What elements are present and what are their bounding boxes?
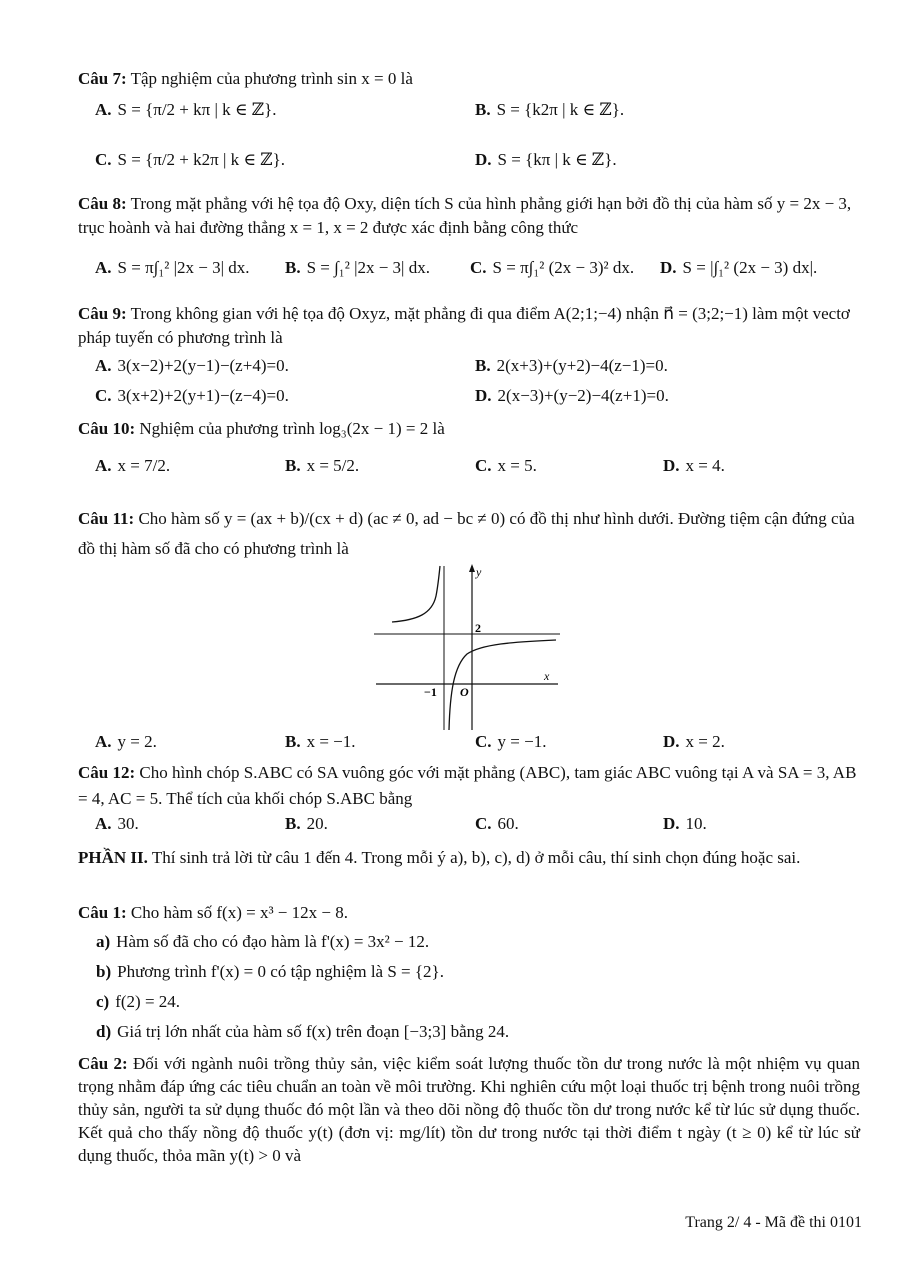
option-label: B. (285, 732, 301, 751)
question-12 (78, 760, 860, 812)
option-label: A. (95, 258, 112, 277)
question-11-text: Cho hàm số y = (ax + b)/(cx + d) (ac ≠ 0, ad − bc ≠ 0) có đồ thị như hình dưới. Đường tiệm cận đứng của đồ thị hàm số đã cho có phương trình là (78, 509, 855, 558)
question-11-title: Câu 11: (78, 509, 135, 528)
statement-label: a) (96, 932, 111, 951)
question-12-options (95, 814, 860, 842)
option-label: C. (475, 456, 492, 475)
y-axis-arrow (469, 564, 475, 572)
option-label: B. (475, 100, 491, 119)
question-8-option-c: S = π∫₁² (2x − 3)² dx. (492, 258, 635, 277)
question-9-title: Câu 9: (78, 304, 127, 323)
option-label: A. (95, 100, 112, 119)
statement-label: d) (96, 1022, 112, 1041)
question-10-title: Câu 10: (78, 419, 136, 438)
question-11 (78, 504, 860, 564)
statement-b (96, 962, 860, 982)
question-10-option-c: x = 5. (497, 456, 537, 475)
tick-label-2: 2 (475, 621, 481, 635)
statement-text: f(2) = 24. (115, 992, 181, 1011)
question-7-option-b: S = {k2π | k ∈ ℤ}. (496, 100, 625, 119)
question-8-text: Trong mặt phẳng với hệ tọa độ Oxy, diện tích S của hình phẳng giới hạn bởi đồ thị của hàm số y = 2x − 3, trục hoành và hai đường thẳng x = 1, x = 2 được xác định bằng công thức (78, 194, 852, 237)
option-label: C. (475, 814, 492, 833)
question-10-option-a: x = 7/2. (117, 456, 171, 475)
question-11-option-c: y = −1. (497, 732, 547, 751)
question-7-title: Câu 7: (78, 69, 127, 88)
question-7-option-a: S = {π/2 + kπ | k ∈ ℤ}. (117, 100, 277, 119)
statement-text: Phương trình f'(x) = 0 có tập nghiệm là S = {2}. (117, 962, 444, 981)
y-axis-label: y (476, 565, 482, 579)
part-2-question-2 (78, 1052, 860, 1167)
question-12-option-c: 60. (497, 814, 519, 833)
part-2-title: PHẦN II. (78, 848, 148, 867)
option-label: C. (475, 732, 492, 751)
statement-text: Giá trị lớn nhất của hàm số f(x) trên đoạn [−3;3] bằng 24. (117, 1022, 510, 1041)
question-7-options-row-1 (95, 100, 860, 128)
part-2-question-1 (78, 902, 860, 924)
part-2-intro (78, 846, 860, 870)
question-11-option-a: y = 2. (117, 732, 157, 751)
question-9-text: Trong không gian với hệ tọa độ Oxyz, mặt phẳng đi qua điểm A(2;1;−4) nhận n⃗ = (3;2;−1) làm một vectơ pháp tuyến có phương trình là (78, 304, 850, 347)
option-label: D. (663, 456, 680, 475)
part-2-question-2-text: Đối với ngành nuôi trồng thủy sản, việc kiểm soát lượng thuốc tồn dư trong nước là một nhiệm vụ quan trọng nhằm đáp ứng các tiêu chuẩn an toàn về môi trường. Khi nghiên cứu một loại thuốc trị bệnh trong nuôi trồng thủy sản, người ta sử dụng thuốc đó một lần và theo dõi nồng độ thuốc tồn dư trong nước kể từ lúc sử dụng thuốc. Kết quả cho thấy nồng độ thuốc y(t) (đơn vị: mg/lít) tồn dư trong nước tại thời điểm t ngày (t ≥ 0) kể từ lúc sử dụng thuốc, thỏa mãn y(t) > 0 và (78, 1054, 860, 1165)
statement-d (96, 1022, 860, 1042)
tick-label-minus-1: −1 (424, 685, 437, 699)
option-label: D. (663, 814, 680, 833)
question-8-options (95, 258, 860, 286)
left-branch-curve (392, 566, 440, 622)
question-9-option-d: 2(x−3)+(y−2)−4(z+1)=0. (497, 386, 669, 405)
option-label: A. (95, 732, 112, 751)
option-label: B. (285, 456, 301, 475)
hyperbola-graph (372, 562, 562, 732)
statement-label: c) (96, 992, 110, 1011)
question-7-options-row-2 (95, 150, 860, 178)
option-label: B. (285, 258, 301, 277)
question-10 (78, 418, 860, 440)
statement-a (96, 932, 860, 952)
question-12-text: Cho hình chóp S.ABC có SA vuông góc với mặt phẳng (ABC), tam giác ABC vuông tại A và SA = 3, AB = 4, AC = 5. Thể tích của khối chóp S.ABC bằng (78, 763, 857, 808)
question-12-option-b: 20. (306, 814, 328, 833)
question-10-option-b: x = 5/2. (306, 456, 360, 475)
option-label: B. (285, 814, 301, 833)
option-label: A. (95, 456, 112, 475)
question-11-options (95, 732, 860, 760)
option-label: D. (475, 386, 492, 405)
option-label: D. (475, 150, 492, 169)
option-label: B. (475, 356, 491, 375)
question-7-option-d: S = {kπ | k ∈ ℤ}. (497, 150, 617, 169)
question-8-title: Câu 8: (78, 194, 127, 213)
question-9 (78, 302, 860, 350)
part-2-text: Thí sinh trả lời từ câu 1 đến 4. Trong mỗi ý a), b), c), d) ở mỗi câu, thí sinh chọn đúng hoặc sai. (151, 848, 801, 867)
question-8-option-d: S = |∫₁² (2x − 3) dx|. (682, 258, 818, 277)
question-11-option-d: x = 2. (685, 732, 725, 751)
question-11-option-b: x = −1. (306, 732, 356, 751)
question-9-options-row-1 (95, 356, 860, 384)
statement-text: Hàm số đã cho có đạo hàm là f'(x) = 3x² − 12. (116, 932, 430, 951)
origin-label: O (460, 685, 469, 699)
question-12-title: Câu 12: (78, 763, 136, 782)
question-9-option-c: 3(x+2)+2(y+1)−(z−4)=0. (117, 386, 289, 405)
question-8-option-a: S = π∫₁² |2x − 3| dx. (117, 258, 250, 277)
question-9-option-a: 3(x−2)+2(y−1)−(z+4)=0. (117, 356, 289, 375)
option-label: A. (95, 814, 112, 833)
question-8 (78, 192, 860, 240)
x-axis-label: x (544, 669, 550, 683)
part-2-question-2-title: Câu 2: (78, 1054, 128, 1073)
question-10-option-d: x = 4. (685, 456, 725, 475)
question-12-option-a: 30. (117, 814, 139, 833)
statement-c (96, 992, 860, 1012)
question-7-text: Tập nghiệm của phương trình sin x = 0 là (130, 69, 413, 88)
part-2-question-1-text: Cho hàm số f(x) = x³ − 12x − 8. (130, 903, 348, 922)
page-footer: Trang 2/ 4 - Mã đề thi 0101 (685, 1214, 862, 1231)
option-label: A. (95, 356, 112, 375)
option-label: C. (95, 150, 112, 169)
question-10-text: Nghiệm của phương trình log₃(2x − 1) = 2 là (139, 419, 445, 438)
option-label: D. (663, 732, 680, 751)
option-label: C. (470, 258, 487, 277)
question-9-option-b: 2(x+3)+(y+2)−4(z−1)=0. (496, 356, 668, 375)
question-7-option-c: S = {π/2 + k2π | k ∈ ℤ}. (117, 150, 286, 169)
question-10-options (95, 456, 860, 484)
option-label: C. (95, 386, 112, 405)
question-7 (78, 68, 860, 90)
question-9-options-row-2 (95, 386, 860, 414)
option-label: D. (660, 258, 677, 277)
question-12-option-d: 10. (685, 814, 707, 833)
part-2-question-1-title: Câu 1: (78, 903, 127, 922)
statement-label: b) (96, 962, 112, 981)
question-8-option-b: S = ∫₁² |2x − 3| dx. (306, 258, 430, 277)
